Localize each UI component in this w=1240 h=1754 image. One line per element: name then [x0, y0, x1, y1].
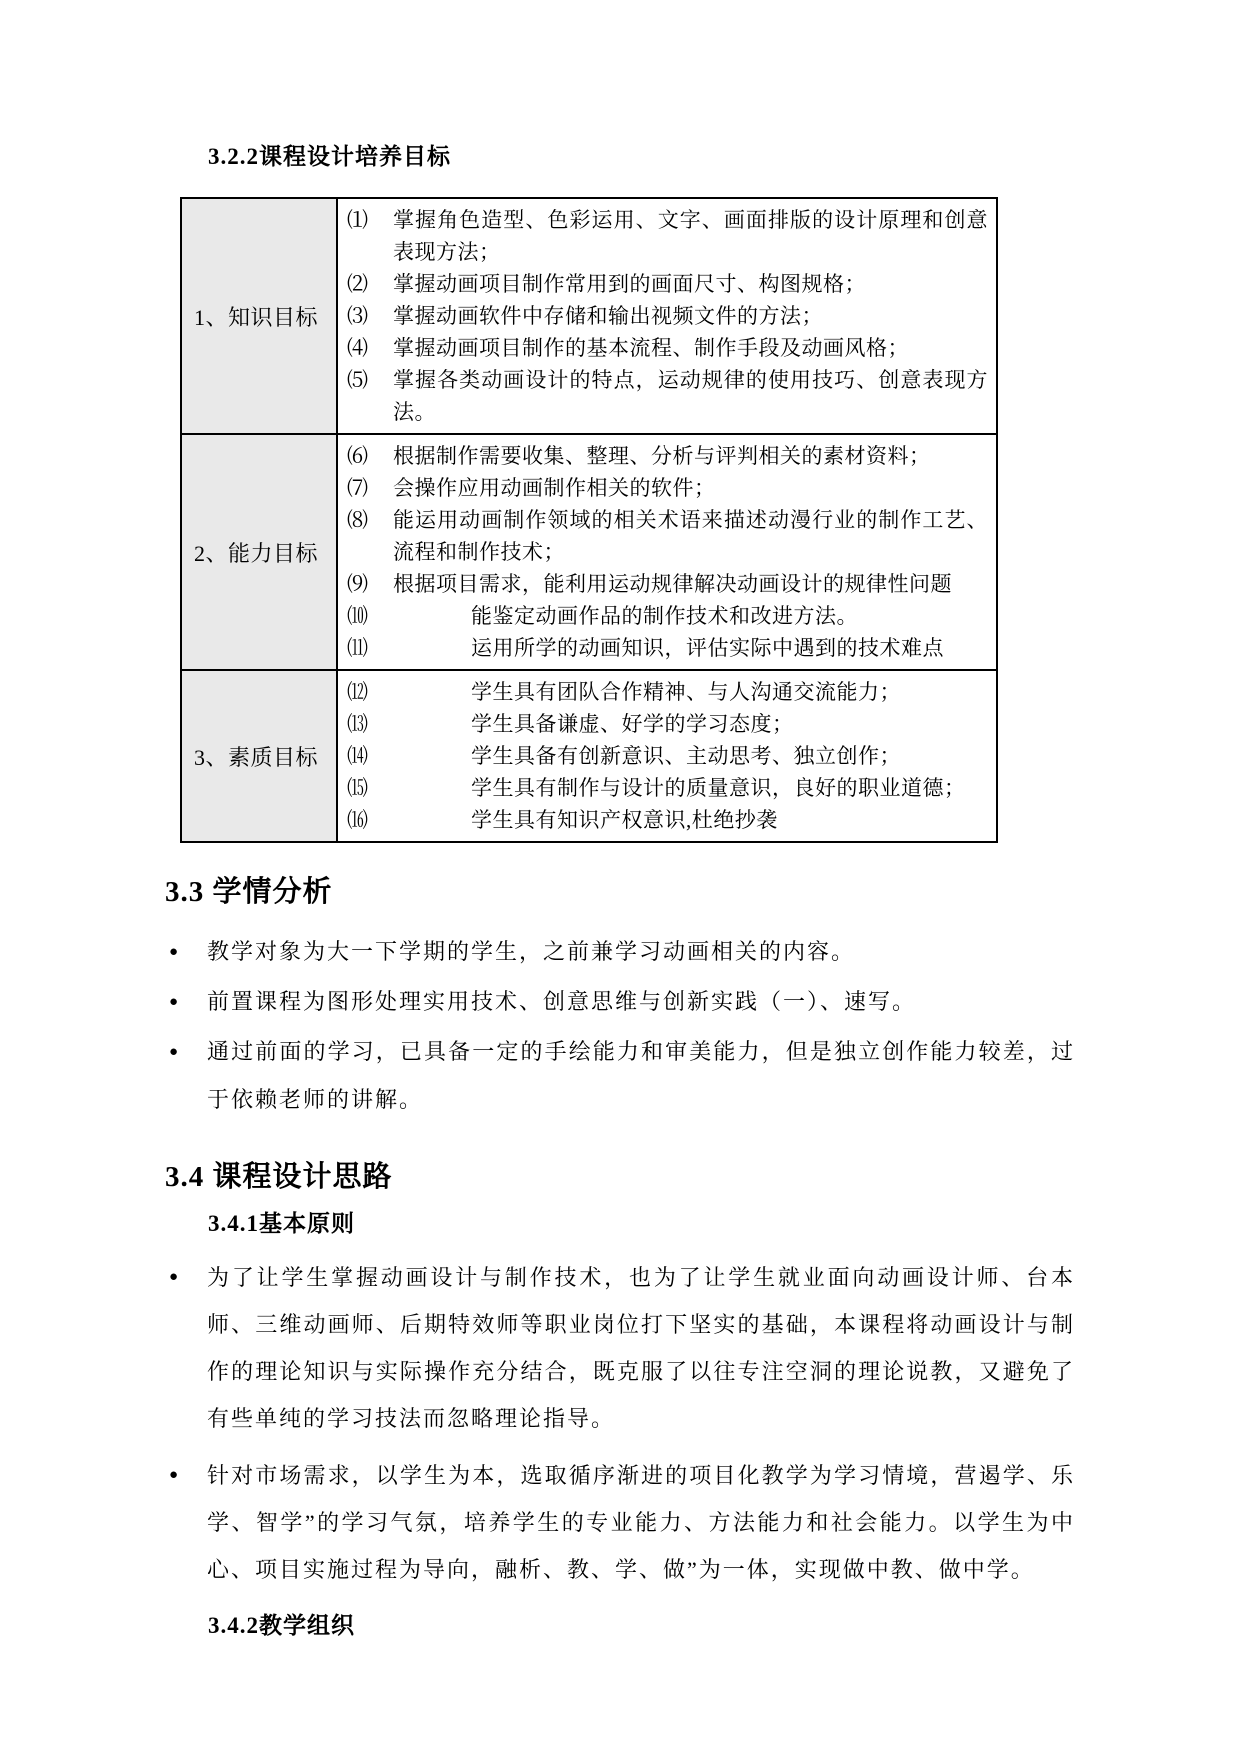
goals-table-row: [181, 198, 997, 434]
goal-item-text: 会操作应用动画制作相关的软件；: [393, 476, 716, 500]
goals-table-row: [181, 670, 997, 842]
goal-item: [347, 300, 988, 332]
goal-items-cell: [337, 434, 997, 670]
bullet-text: 前置课程为图形处理实用技术、创意思维与创新实践（一）、速写。: [207, 989, 917, 1014]
goal-item-number: ⑷: [347, 336, 369, 360]
heading-3-2-2: 3.2.2课程设计培养目标: [208, 144, 451, 169]
goal-item-number: ⑼: [347, 572, 369, 596]
goal-category-label: 2、能力目标: [181, 434, 337, 670]
goal-item: [347, 332, 988, 364]
bullet-icon: ●: [169, 1269, 179, 1285]
goal-item: [347, 204, 988, 268]
goal-item-text: 能运用动画制作领域的相关术语来描述动漫行业的制作工艺、流程和制作技术；: [393, 508, 988, 564]
goal-item-text: 学生具备有创新意识、主动思考、独立创作；: [471, 744, 901, 768]
bullet-icon: ●: [169, 994, 179, 1010]
goal-category-label: 1、知识目标: [181, 198, 337, 434]
heading-3-4-1: 3.4.1基本原则: [208, 1211, 355, 1236]
bullet-item: [165, 978, 1075, 1026]
goal-item-text: 掌握动画项目制作常用到的画面尺寸、构图规格；: [393, 272, 866, 296]
heading-3-4-2: 3.4.2教学组织: [208, 1613, 355, 1638]
heading-3-3: 3.3 学情分析: [165, 876, 333, 908]
goal-item: [347, 504, 988, 568]
bullet-list-3-4-1: [165, 1254, 1075, 1593]
goal-item: [347, 568, 988, 600]
goal-item-text: 能鉴定动画作品的制作技术和改进方法。: [471, 604, 858, 628]
goal-item-text: 掌握动画软件中存储和输出视频文件的方法；: [393, 304, 823, 328]
bullet-item: [165, 1452, 1075, 1593]
goal-item: [347, 440, 988, 472]
goal-item-text: 掌握角色造型、色彩运用、文字、画面排版的设计原理和创意表现方法；: [393, 208, 988, 264]
goal-item-number: ⑵: [347, 272, 369, 296]
goal-item-number: ⑿: [347, 680, 369, 704]
goal-item-number: ⑻: [347, 508, 369, 532]
bullet-text: 为了让学生掌握动画设计与制作技术，也为了让学生就业面向动画设计师、台本师、三维动画师、后期特效师等职业岗位打下坚实的基础，本课程将动画设计与制作的理论知识与实际操作充分结合，既克服了以往专注空洞的理论说教，又避免了有些单纯的学习技法而忽略理论指导。: [207, 1265, 1075, 1431]
heading-3-4: 3.4 课程设计思路: [165, 1161, 393, 1193]
bullet-icon: ●: [169, 944, 179, 960]
goal-item-text: 学生具有制作与设计的质量意识，良好的职业道德；: [471, 776, 966, 800]
bullet-text: 针对市场需求，以学生为本，选取循序渐进的项目化教学为学习情境，营遏学、乐学、智学”的学习气氛，培养学生的专业能力、方法能力和社会能力。以学生为中心、项目实施过程为导向，融析、教、学、做”为一体，实现做中教、做中学。: [207, 1463, 1075, 1582]
bullet-item: [165, 928, 1075, 976]
goal-items-cell: [337, 670, 997, 842]
goal-item-number: ⑹: [347, 444, 369, 468]
goal-item-text: 运用所学的动画知识，评估实际中遇到的技术难点: [471, 636, 944, 660]
goal-item-text: 学生具有知识产权意识,杜绝抄袭: [471, 808, 778, 832]
goal-item-number: ⑾: [347, 636, 369, 660]
goal-item-text: 掌握动画项目制作的基本流程、制作手段及动画风格；: [393, 336, 909, 360]
goals-table: [180, 197, 998, 843]
goal-item: [347, 632, 988, 664]
bullet-icon: ●: [169, 1467, 179, 1483]
goal-item-number: ⑸: [347, 368, 369, 392]
goal-item-number: ⒀: [347, 712, 369, 736]
goal-item-text: 根据制作需要收集、整理、分析与评判相关的素材资料；: [393, 444, 931, 468]
goal-item-text: 学生具备谦虚、好学的学习态度；: [471, 712, 794, 736]
goal-item: [347, 268, 988, 300]
goal-items-cell: [337, 198, 997, 434]
bullet-text: 教学对象为大一下学期的学生，之前兼学习动画相关的内容。: [207, 939, 856, 964]
goal-item: [347, 364, 988, 428]
bullet-item: [165, 1028, 1075, 1124]
goal-item-number: ⒃: [347, 808, 369, 832]
goal-item-number: ⒁: [347, 744, 369, 768]
goal-item: [347, 676, 988, 708]
bullet-icon: ●: [169, 1044, 179, 1060]
goal-item-text: 学生具有团队合作精神、与人沟通交流能力；: [471, 680, 901, 704]
goal-item: [347, 472, 988, 504]
goal-item: [347, 804, 988, 836]
goal-item-number: ⑴: [347, 208, 369, 232]
goal-item: [347, 708, 988, 740]
goal-item-text: 掌握各类动画设计的特点，运动规律的使用技巧、创意表现方法。: [393, 368, 988, 424]
goal-item-number: ⑽: [347, 604, 369, 628]
goal-item: [347, 740, 988, 772]
goals-table-body: [181, 198, 997, 842]
goal-item: [347, 600, 988, 632]
goal-category-label: 3、素质目标: [181, 670, 337, 842]
bullet-list-3-3: [165, 928, 1075, 1124]
goal-item-number: ⑺: [347, 476, 369, 500]
bullet-text: 通过前面的学习，已具备一定的手绘能力和审美能力，但是独立创作能力较差，过于依赖老师的讲解。: [207, 1039, 1075, 1112]
bullet-item: [165, 1254, 1075, 1442]
goals-table-row: [181, 434, 997, 670]
goal-item: [347, 772, 988, 804]
goal-item-text: 根据项目需求，能利用运动规律解决动画设计的规律性问题: [393, 572, 952, 596]
goal-item-number: ⑶: [347, 304, 369, 328]
goal-item-number: ⒂: [347, 776, 369, 800]
